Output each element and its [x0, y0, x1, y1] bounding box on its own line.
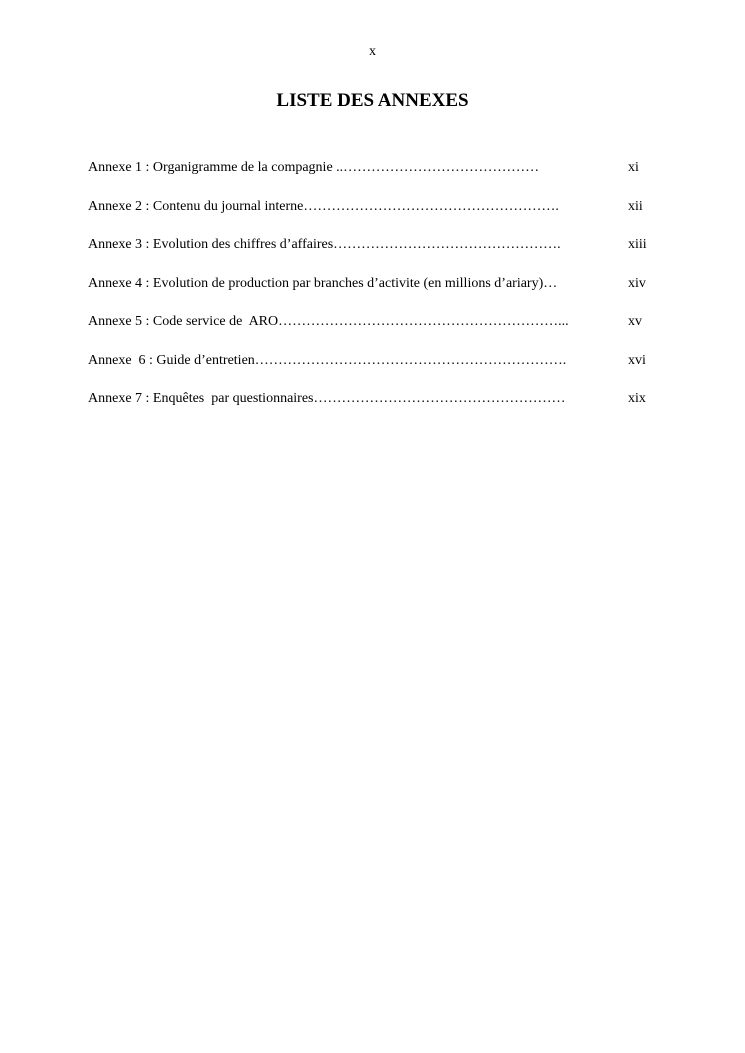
list-item-annexe-2 — [88, 197, 658, 236]
annex-entry-label: Annexe 7 : Enquêtes par questionnaires……………………………………………… — [88, 391, 566, 406]
annex-entry-label: Annexe 5 : Code service de ARO……………………………………………………... — [88, 314, 569, 329]
annex-entry-label: Annexe 6 : Guide d’entretien…………………………………………………………. — [88, 352, 567, 368]
annex-page-ref: xix — [628, 391, 646, 406]
annex-page-ref: xii — [628, 198, 643, 214]
page-number: x — [369, 44, 376, 59]
page-title: LISTE DES ANNEXES — [276, 90, 469, 111]
annex-entry-label: Annexe 2 : Contenu du journal interne………………………………………………. — [88, 198, 559, 214]
list-item-annexe-7 — [88, 389, 658, 428]
list-item-annexe-3 — [88, 235, 658, 274]
annex-entry-label: Annexe 1 : Organigramme de la compagnie ..…………………………………… — [88, 160, 540, 175]
annex-page-ref: xvi — [628, 352, 646, 368]
annex-page-ref: xi — [628, 160, 639, 175]
annex-entry-label: Annexe 4 : Evolution de production par branches d’activite (en millions d’ariary)… — [88, 275, 558, 291]
annex-page-ref: xiii — [628, 237, 647, 252]
list-item-annexe-5 — [88, 312, 658, 351]
annex-page-ref: xiv — [628, 275, 646, 291]
list-item-annexe-6 — [88, 351, 658, 390]
annex-entry-label: Annexe 3 : Evolution des chiffres d’affaires…………………………………………. — [88, 237, 561, 252]
list-item-annexe-1 — [88, 158, 658, 197]
annex-page-ref: xv — [628, 314, 642, 329]
list-item-annexe-4 — [88, 274, 658, 313]
annex-list — [88, 158, 658, 428]
